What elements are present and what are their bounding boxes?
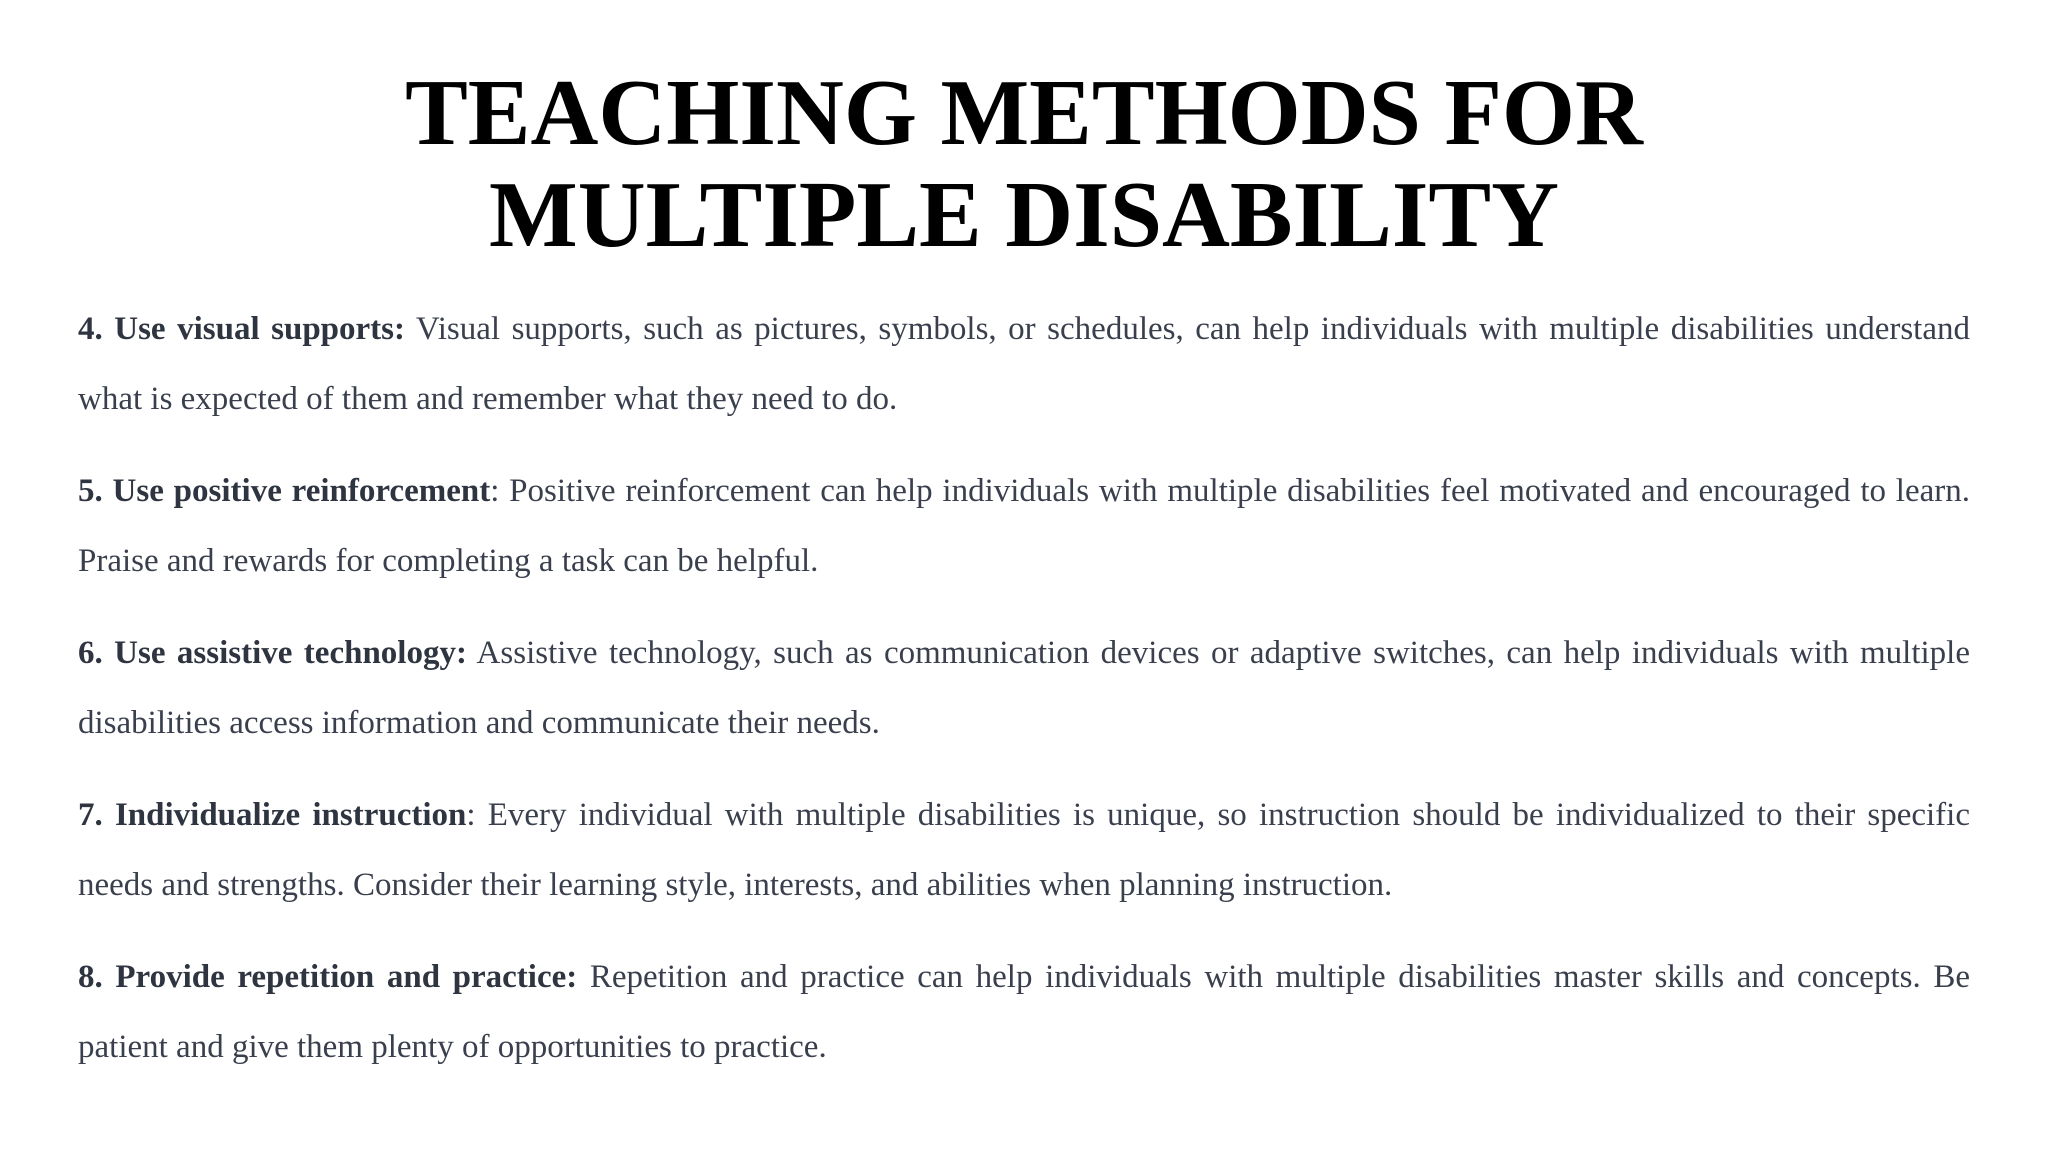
method-item-positive-reinforcement xyxy=(78,456,1970,596)
slide-title xyxy=(78,62,1970,266)
method-item-individualize-instruction xyxy=(78,780,1970,920)
method-item-label: 8. Provide repetition and practice: xyxy=(78,959,578,995)
method-item-label: 4. Use visual supports: xyxy=(78,311,405,347)
method-item-visual-supports xyxy=(78,294,1970,434)
method-item-label: 6. Use assistive technology: xyxy=(78,635,467,671)
slide-title-line-1: TEACHING METHODS FOR xyxy=(405,61,1643,165)
method-item-assistive-technology xyxy=(78,618,1970,758)
method-item-label: 7. Individualize instruction xyxy=(78,797,467,833)
slide-title-line-2: MULTIPLE DISABILITY xyxy=(488,163,1560,267)
method-item-text: Assistive technology, such as communication devices or adaptive switches, can help individuals with multiple disabilities access information and communicate their needs. xyxy=(78,635,1970,741)
method-item-text: : Positive reinforcement can help individuals with multiple disabilities feel motivated and encouraged to learn. Praise and rewards for completing a task can be helpful. xyxy=(78,473,1970,579)
method-item-text: : Every individual with multiple disabilities is unique, so instruction should be individualized to their specific needs and strengths. Consider their learning style, interests, and abilities when planning instruction. xyxy=(78,797,1970,903)
teaching-methods-list xyxy=(78,294,1970,1082)
method-item-text: Visual supports, such as pictures, symbols, or schedules, can help individuals with multiple disabilities understand what is expected of them and remember what they need to do. xyxy=(78,311,1970,417)
method-item-repetition-practice xyxy=(78,942,1970,1082)
method-item-text: Repetition and practice can help individuals with multiple disabilities master skills and concepts. Be patient and give them plenty of opportunities to practice. xyxy=(78,959,1970,1065)
method-item-label: 5. Use positive reinforcement xyxy=(78,473,491,509)
